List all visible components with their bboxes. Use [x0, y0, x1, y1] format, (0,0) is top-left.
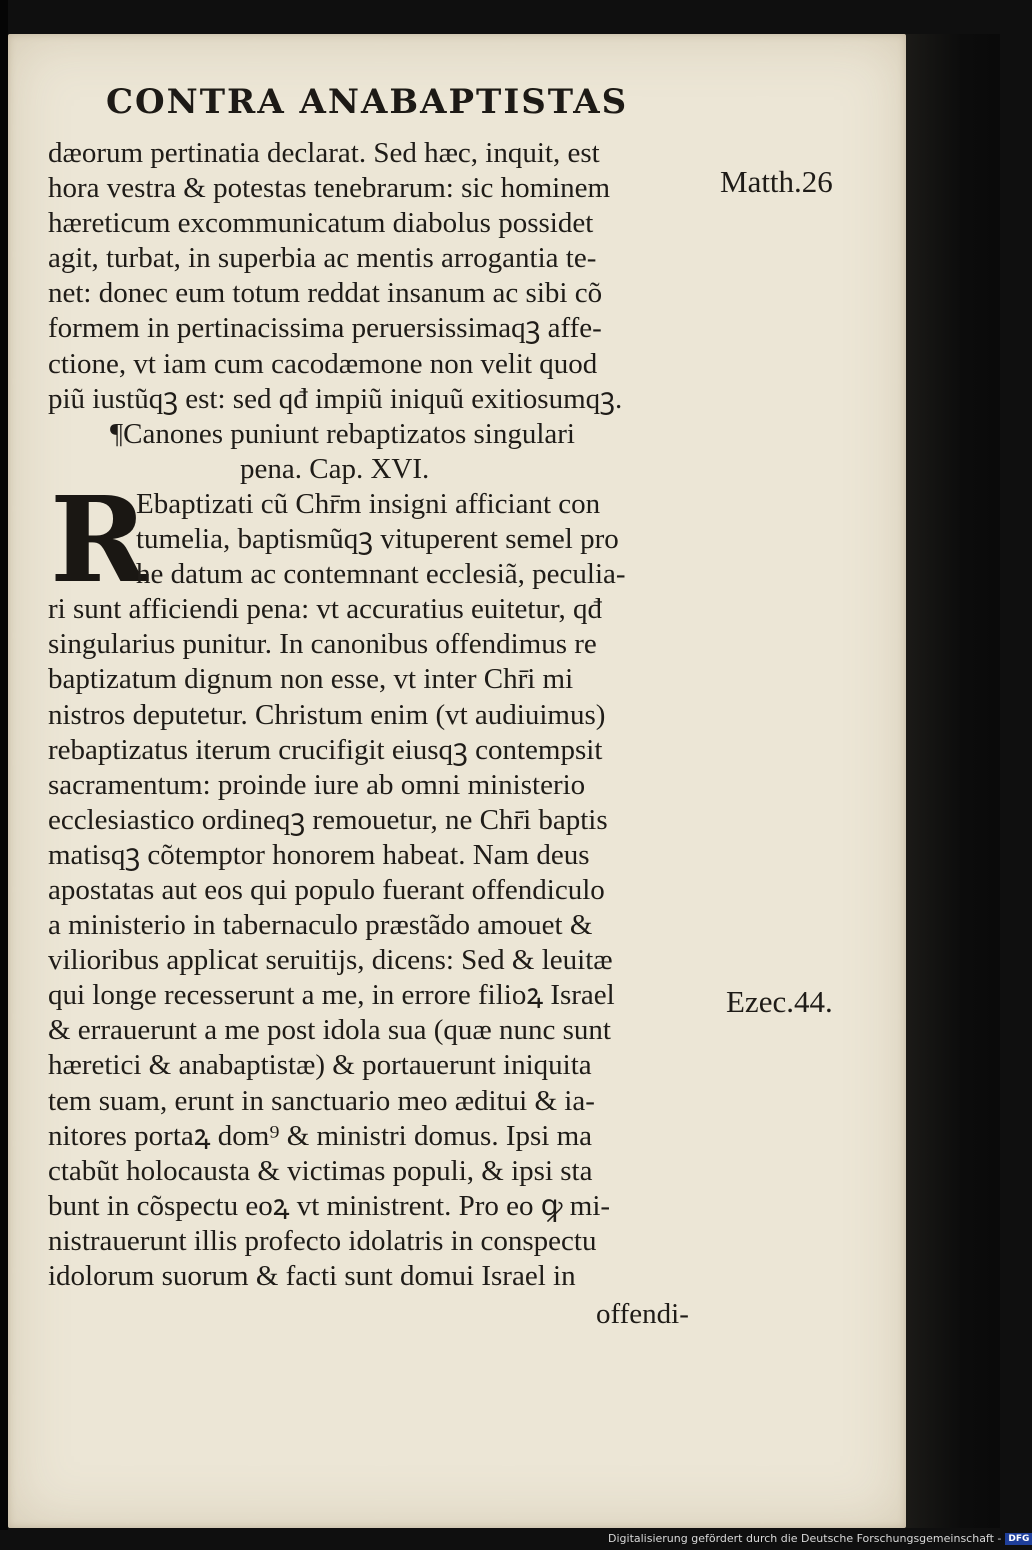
text-line: rebaptizatus iterum crucifigit eiusqꝫ contempsit [48, 733, 603, 766]
running-head: CONTRA ANABAPTISTAS [106, 82, 629, 122]
scan-left-edge [0, 0, 8, 1530]
chapter-heading-line: pena. Cap. XVI. [240, 452, 430, 485]
text-line: nitores portaꝝ dom⁹ & ministri domus. Ipsi ma [48, 1119, 593, 1152]
text-line: & errauerunt a me post idola sua (quæ nunc sunt [48, 1014, 611, 1047]
text-line: he datum ac contemnant ecclesiã, peculia- [136, 558, 626, 591]
catchword: offendi- [596, 1298, 689, 1330]
text-line: dæorum pertinatia declarat. Sed hæc, inquit, est [48, 137, 600, 169]
text-line: ctione, vt iam cum cacodæmone non velit quod [48, 347, 598, 380]
text-line: hæreticum excommunicatum diabolus possidet [48, 207, 594, 240]
dfg-logo: DFG [1005, 1533, 1032, 1545]
text-line: apostatas aut eos qui populo fuerant offendiculo [48, 873, 605, 906]
digitization-footer [608, 1532, 1030, 1550]
text-line: tem suam, erunt in sanctuario meo æditui & ia- [48, 1084, 595, 1117]
text-line: hæretici & anabaptistæ) & portauerunt iniquita [48, 1049, 592, 1082]
text-line: net: donec eum totum reddat insanum ac sibi cõ [48, 277, 603, 310]
text-line: bunt in cõspectu eoꝝ vt ministrent. Pro eo ꝙ mi- [48, 1189, 611, 1222]
marginal-note: Ezec.44. [726, 984, 833, 1019]
body-text [48, 136, 713, 1294]
marginal-note: Matth.26 [720, 164, 833, 199]
text-line: ctabũt holocausta & victimas populi, & ipsi sta [48, 1154, 593, 1187]
text-line: piũ iustũqꝫ est: sed qđ impiũ iniquũ exitiosumqꝫ. [48, 382, 623, 415]
text-line: idolorum suorum & facti sunt domui Israel in [48, 1260, 576, 1292]
text-line: tumelia, baptismũqꝫ vituperent semel pro [136, 523, 619, 556]
text-line: baptizatum dignum non esse, vt inter Chr̄i mi [48, 663, 574, 696]
text-line: a ministerio in tabernaculo præstãdo amouet & [48, 909, 593, 942]
footer-text: Digitalisierung gefördert durch die Deutsche Forschungsgemeinschaft - [608, 1532, 1002, 1545]
drop-initial: R [50, 470, 149, 609]
text-line: agit, turbat, in superbia ac mentis arrogantia te- [48, 242, 597, 275]
text-line: formem in pertinacissima peruersissimaqꝫ affe- [48, 312, 602, 345]
text-line: matisqꝫ cõtemptor honorem habeat. Nam deus [48, 838, 590, 871]
text-line: Ebaptizati cũ Chr̄m insigni afficiant con [136, 487, 601, 520]
text-line: nistros deputetur. Christum enim (vt audiuimus) [48, 698, 606, 731]
text-line: vilioribus applicat seruitijs, dicens: Sed & leuitæ [48, 944, 613, 977]
text-line: hora vestra & potestas tenebrarum: sic hominem [48, 172, 611, 205]
text-line: ri sunt afficiendi pena: vt accuratius euitetur, qđ [48, 593, 602, 626]
scan-right-edge [906, 34, 1000, 1528]
text-line: ecclesiastico ordineqꝫ remouetur, ne Chr̄i baptis [48, 803, 608, 836]
text-line: singularius punitur. In canonibus offendimus re [48, 628, 597, 661]
text-line: qui longe recesserunt a me, in errore filioꝝ Israel [48, 979, 615, 1012]
chapter-heading-line: ¶Canones puniunt rebaptizatos singulari [110, 417, 575, 450]
text-line: sacramentum: proinde iure ab omni ministerio [48, 768, 586, 801]
text-line: nistrauerunt illis profecto idolatris in conspectu [48, 1224, 597, 1257]
